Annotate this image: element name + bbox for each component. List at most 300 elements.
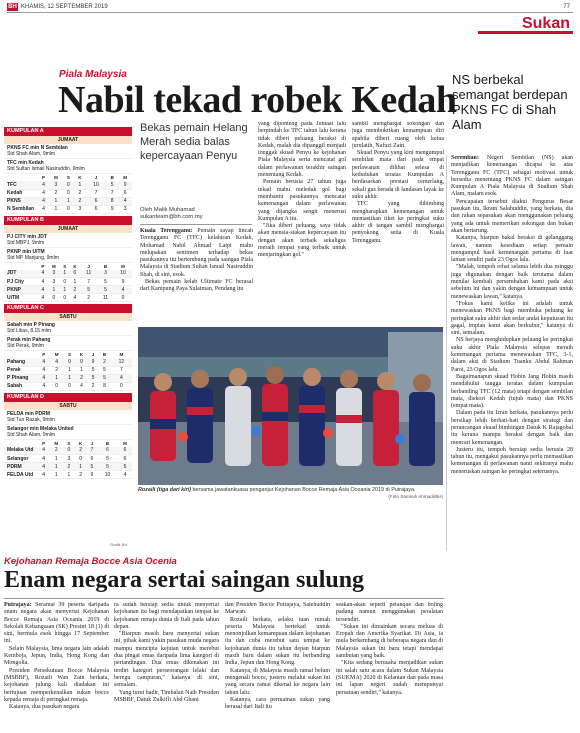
stat-cell: 1 bbox=[60, 286, 70, 294]
table-row bbox=[4, 366, 132, 374]
fixture-day: JUMAAT bbox=[4, 136, 132, 144]
column-header: S bbox=[66, 175, 70, 180]
column-header: M bbox=[123, 175, 127, 180]
bottom-column-4 bbox=[336, 602, 443, 730]
team-name: Perak bbox=[4, 366, 38, 374]
fixture-venue: Std MP Manjung, 9mlm bbox=[7, 254, 59, 261]
team-name: PKNS bbox=[4, 197, 38, 205]
column-header: J bbox=[91, 352, 95, 357]
stat-cell: 2 bbox=[80, 294, 97, 302]
stat-cell: 4 bbox=[38, 181, 49, 189]
stat-cell: 0 bbox=[70, 270, 81, 278]
fixture-venue: Std MBPJ, 9mlm bbox=[7, 239, 45, 246]
stat-cell: 0 bbox=[63, 181, 74, 189]
byline-rule bbox=[140, 224, 252, 225]
paragraph-text: Presiden Persekutuan Bocce Malaysia (MSBBF), Rozaili Wan Zain berkata, kejohanan julung kali diadakan ini bertujuan memperkenalkan sukan bocce kepada remaja di peringkat remaja. bbox=[4, 667, 109, 703]
stat-cell: 0 bbox=[111, 382, 132, 390]
paragraph-text: dan Presiden Bocce Putrajaya, Salehuddin Marwan. bbox=[225, 602, 330, 616]
group-table bbox=[4, 351, 132, 391]
paragraph bbox=[225, 617, 330, 668]
column-header: K bbox=[79, 440, 83, 446]
column-header: M bbox=[119, 352, 124, 357]
paragraph bbox=[4, 646, 109, 668]
fixture-match: TFC min Kedah bbox=[7, 160, 44, 166]
group-table bbox=[4, 174, 132, 214]
stat-cell: 1 bbox=[49, 463, 63, 471]
stat-cell: 0 bbox=[75, 455, 87, 463]
stat-cell: 4 bbox=[38, 447, 49, 455]
stat-cell: 6 bbox=[118, 447, 132, 455]
fixture-venue: Std Tun Razak, 9mlm bbox=[7, 416, 55, 423]
main-deck: Bekas pemain Helang Merah sedia balas kepercayaan Penyu bbox=[140, 122, 248, 162]
stat-cell: 3 bbox=[49, 181, 63, 189]
table-row bbox=[4, 463, 132, 471]
column-header-team bbox=[4, 351, 38, 358]
byline bbox=[140, 207, 255, 221]
stat-cell: 10 bbox=[114, 270, 132, 278]
group-title: KUMPULAN D bbox=[4, 393, 132, 402]
stat-cell: 4 bbox=[38, 366, 50, 374]
stat-cell: 4 bbox=[38, 278, 48, 286]
paragraph bbox=[451, 447, 573, 476]
dateline-lead: Kuala Terengganu: bbox=[140, 228, 193, 234]
paragraph-text: "Biarpun masih baru menyertai sukan ini, pihak kami yakin pasukan muda negara mampu mencipta kejutan untuk merebut dua pingat emas daripada lima kategori di pertandingan. Dua emas dikenakan ini terdiri kategori perseorangan lelaki dan beregu campuran," katanya di sini, semalam. bbox=[114, 631, 219, 689]
standings-group bbox=[4, 393, 132, 480]
stat-cell: 6 bbox=[118, 455, 132, 463]
paragraph-text: "Malah, tempoh rehat selama lebih dua minggu juga digunakan dengan baik terutama dalam menilai kembali persembahan kami pada aksi sebelum ini dan yakin dengan kemampuan untuk menewaskan lawan," katanya. bbox=[451, 264, 573, 300]
fixture-match: PJ CITY min JDT bbox=[7, 233, 47, 240]
stat-cell: 5 bbox=[106, 181, 118, 189]
stat-cell: 9 bbox=[118, 181, 132, 189]
fixture-venue: Std Sultan Ismail Nasiruddin, 9mlm bbox=[7, 166, 85, 172]
table-row bbox=[4, 189, 132, 197]
table-row bbox=[4, 270, 132, 278]
stat-cell: 5 bbox=[97, 463, 118, 471]
stat-cell: 12 bbox=[111, 358, 132, 366]
table-row bbox=[4, 278, 132, 286]
column-header: J bbox=[87, 263, 90, 269]
stat-cell: 4 bbox=[50, 358, 64, 366]
stat-cell: 4 bbox=[38, 197, 49, 205]
stat-cell: 1 bbox=[64, 366, 76, 374]
paragraph-text: "Jika diberi peluang, saya tidak akan mensia-siakan kepercayaan itu dengan akan terbaik sekaligus meraih tempat yang terbaik untuk menjaringkan gol." bbox=[258, 223, 346, 259]
paragraph bbox=[451, 410, 573, 446]
page-header bbox=[0, 0, 580, 13]
stat-cell: 2 bbox=[98, 358, 110, 366]
column-header: K bbox=[78, 175, 82, 180]
stat-cell: 0 bbox=[60, 278, 70, 286]
paragraph bbox=[352, 201, 444, 245]
paragraph-text: Katanya, cara permainan sukan yang berasal dari Itali itu bbox=[225, 696, 330, 711]
column-header-team bbox=[4, 440, 38, 447]
stat-cell: 0 bbox=[63, 189, 74, 197]
stat-cell: 0 bbox=[64, 358, 76, 366]
paragraph-text: ra sudah bersiap sedia untuk menyertai kejohanan itu bagi mendapatkan tempat ke kejohanan remaja dunia di Itali pada tahun depan. bbox=[114, 602, 219, 630]
stat-cell: 1 bbox=[63, 197, 74, 205]
byline-email: sukanteam@bh.com.my bbox=[140, 214, 203, 220]
fixture-day: JUMAAT bbox=[4, 225, 132, 233]
stat-cell: 5 bbox=[87, 463, 97, 471]
fixture-match: FELDA min PDRM bbox=[7, 410, 50, 417]
column-divider bbox=[446, 155, 447, 551]
main-column-2 bbox=[258, 121, 346, 325]
caption-lead: Rozaili (tiga dari kiri) bbox=[138, 487, 192, 493]
fixture-match: Sabah min P Pinang bbox=[7, 322, 55, 328]
stat-cell: 3 bbox=[74, 205, 86, 213]
stat-cell: 4 bbox=[38, 270, 48, 278]
stat-cell: 1 bbox=[60, 270, 70, 278]
paragraph-text: "Kita sedang berusaha menjadikan sukan ini salah satu acara dalam Sukan Malaysia (SUKMA) 2020 di Kelantan dan pada masa ini lapan negeri sudah mempunyai persatuan sendiri," katanya. bbox=[336, 660, 443, 696]
stat-cell: 10 bbox=[86, 181, 106, 189]
stat-cell: 7 bbox=[106, 189, 118, 197]
stat-cell: 9 bbox=[88, 358, 99, 366]
group-table bbox=[4, 440, 132, 480]
paragraph bbox=[336, 660, 443, 696]
stat-cell: 3 bbox=[48, 270, 60, 278]
column-header: P bbox=[42, 440, 46, 446]
stat-cell: 4 bbox=[38, 294, 48, 302]
team-name: JDT bbox=[4, 270, 38, 278]
issue-date: KHAMIS, 12 SEPTEMBER 2019 bbox=[21, 4, 108, 10]
stat-cell: 5 bbox=[88, 366, 99, 374]
fixture bbox=[4, 144, 132, 159]
stat-cell: 2 bbox=[49, 189, 63, 197]
team-name: PKNP bbox=[4, 286, 38, 294]
stat-cell: 4 bbox=[118, 197, 132, 205]
stat-cell: 8 bbox=[106, 197, 118, 205]
bottom-kicker: Kejohanan Remaja Bocce Asia Ocenia bbox=[4, 556, 177, 567]
paragraph bbox=[451, 235, 573, 264]
standings-group bbox=[4, 304, 132, 391]
column-header: J bbox=[90, 440, 94, 446]
paragraph-text: TFC yang dibimbing mengharapkan kemenangan untuk memastikan tiket ke peringkat suku akhir di tangan sambil menghargai penyokong setia di Kuala Terengganu. bbox=[352, 201, 444, 244]
graphic-credit: Grafik BH bbox=[110, 542, 128, 547]
stat-cell: 2 bbox=[74, 197, 86, 205]
stat-cell: 4 bbox=[38, 455, 49, 463]
stat-cell: 4 bbox=[38, 374, 50, 382]
stat-cell: 6 bbox=[97, 447, 118, 455]
fixture-day: SABTU bbox=[4, 402, 132, 410]
stat-cell: 4 bbox=[38, 189, 49, 197]
column-header: B bbox=[105, 440, 110, 446]
stat-cell: 8 bbox=[98, 382, 110, 390]
bottom-column-3 bbox=[225, 602, 330, 730]
photo-caption bbox=[138, 487, 443, 500]
paragraph-text: Seramai 39 peserta daripada enam negara akan menyertai Kejohanan Bocce Remaja Asia Oceania 2019 di Sekolah Kebangsaan (SK) Presint 18 (1) di sini, bermula esok hingga 17 September ini. bbox=[4, 602, 109, 645]
stat-cell: 7 bbox=[80, 278, 97, 286]
paragraph bbox=[4, 668, 109, 704]
fixture-match: Selangor min Melaka United bbox=[7, 425, 74, 432]
main-column-1 bbox=[140, 228, 253, 325]
caption-text: bersama jawatankuasa penganjur Kejohanan Bocce Remaja Asia Oceania 2019 di Putrajaya. bbox=[191, 487, 416, 493]
paragraph-text: Dalam pada itu Izran berkata, pasukannya perlu bersikap lebih berhati-hati dengan strategi dan perancangan skuad bimbingan Datuk K Rajagobal itu kerana mampu beraksi dengan baik dan mencari kemenangan. bbox=[451, 410, 573, 446]
bottom-rule bbox=[4, 598, 444, 599]
table-row bbox=[4, 455, 132, 463]
paragraph bbox=[258, 179, 346, 223]
table-row bbox=[4, 358, 132, 366]
fixture bbox=[4, 425, 132, 440]
column-header: S bbox=[63, 263, 67, 269]
stat-cell: 7 bbox=[86, 189, 106, 197]
stat-cell: 3 bbox=[97, 270, 114, 278]
side-story-body bbox=[451, 155, 573, 731]
stat-cell: 4 bbox=[38, 286, 48, 294]
stat-cell: 0 bbox=[75, 358, 87, 366]
stat-cell: 5 bbox=[97, 278, 114, 286]
column-header: P bbox=[42, 175, 46, 180]
stat-cell: 5 bbox=[98, 374, 110, 382]
side-story-headline: NS berbekal semangat berdepan PKNS FC di Shah Alam bbox=[452, 72, 568, 132]
stat-cell: 1 bbox=[70, 278, 81, 286]
table-row bbox=[4, 374, 132, 382]
table-row bbox=[4, 294, 132, 302]
stat-cell: 2 bbox=[75, 374, 87, 382]
paragraph bbox=[352, 121, 444, 150]
stat-cell: 0 bbox=[63, 205, 74, 213]
paragraph-text: "Fokus kami ketika ini adalah untuk menewaskan PKNS bagi membuka peluang ke peringkat suku akhir dan sedar andai keputusan itu gagal, impian kami akan berkubur," katanya di sini, semalam. bbox=[451, 300, 573, 337]
bottom-headline: Enam negara sertai saingan sulung bbox=[4, 567, 365, 593]
table-row bbox=[4, 197, 132, 205]
paragraph-text: Pencapaian tersebut diakui Pengurus Besar pasukan itu, Ikram Salahuddin, yang berkata, dia dan rakan sepasukan akan menggunakan peluang yang ada untuk memerikan sokongan dan bukan akan bertarung. bbox=[451, 198, 573, 234]
column-header: B bbox=[102, 352, 107, 357]
team-name: TFC bbox=[4, 181, 38, 189]
standings-table bbox=[4, 127, 132, 539]
column-header: M bbox=[121, 263, 125, 269]
stat-cell: 1 bbox=[63, 471, 74, 479]
standings-group bbox=[4, 127, 132, 214]
table-row bbox=[4, 382, 132, 390]
stat-cell: 2 bbox=[50, 366, 64, 374]
stat-cell: 1 bbox=[48, 286, 60, 294]
table-header-row bbox=[4, 174, 132, 181]
stat-cell: 0 bbox=[48, 294, 60, 302]
stat-cell: 4 bbox=[75, 382, 87, 390]
paragraph bbox=[225, 668, 330, 697]
stat-cell: 0 bbox=[63, 447, 74, 455]
group-table bbox=[4, 263, 132, 303]
stat-cell: 11 bbox=[97, 294, 114, 302]
column-header: P bbox=[41, 263, 45, 269]
team-name: Kedah bbox=[4, 189, 38, 197]
stat-cell: 0 bbox=[50, 382, 64, 390]
column-header: M bbox=[51, 263, 56, 269]
page-number: 77 bbox=[563, 4, 570, 10]
stat-cell: 2 bbox=[74, 189, 86, 197]
stat-cell: 9 bbox=[87, 471, 97, 479]
section-label bbox=[478, 14, 573, 34]
team-name: P Pinang bbox=[4, 374, 38, 382]
paragraph-text: Katanya, dua pasukan negara bbox=[9, 704, 80, 711]
column-header: B bbox=[110, 175, 114, 180]
stat-cell: 2 bbox=[75, 447, 87, 455]
paragraph bbox=[114, 602, 219, 631]
stat-cell: 7 bbox=[111, 366, 132, 374]
team-name: PDRM bbox=[4, 463, 38, 471]
team-name: Sabah bbox=[4, 382, 38, 390]
stat-cell: 4 bbox=[38, 471, 49, 479]
main-column-3 bbox=[352, 121, 444, 325]
column-header-team bbox=[4, 263, 38, 270]
stat-cell: 1 bbox=[50, 374, 64, 382]
column-header: K bbox=[79, 352, 84, 357]
paragraph-text: seakan-akan seperti petanque dan boling padang namun menggunakan peralatan tersendiri. bbox=[336, 602, 443, 623]
paragraph-text: Pemain berusia 27 tahun juga tekad mahu meledak gol bagi membantu pasukannya mencatat kemenangan dalam perlawanan yang dijangka sengit menerusi Kumpulan A itu. bbox=[258, 179, 346, 222]
stat-cell: 5 bbox=[97, 455, 118, 463]
stat-cell: 1 bbox=[49, 471, 63, 479]
paragraph-text: Rozaili berkata, selaku tuan rumah peserta Malaysia bertekad untuk menonjolkan kemampuan dalam kejohanan itu dan cuba merebut satu tempat ke kejohanan dunia itu tahun depan biarpun masih baru dalam sukan itu berbanding India, Jepun dan Hong Kong. bbox=[225, 616, 330, 667]
fixture bbox=[4, 321, 132, 336]
team-name: UiTM bbox=[4, 294, 38, 302]
stat-cell: 4 bbox=[38, 463, 49, 471]
column-header: S bbox=[67, 440, 71, 446]
paragraph bbox=[258, 223, 346, 259]
paragraph bbox=[336, 624, 443, 660]
paragraph bbox=[140, 228, 253, 279]
stat-cell: 4 bbox=[70, 294, 81, 302]
stat-cell: 3 bbox=[48, 278, 60, 286]
paragraph bbox=[451, 374, 573, 410]
fixture-match: PKNS FC min N Sembilan bbox=[7, 145, 68, 151]
stat-cell: 5 bbox=[88, 374, 99, 382]
team-name: N Sembilan bbox=[4, 205, 38, 213]
column-header: M bbox=[54, 352, 59, 357]
fixture-venue: Std Perak, 9mlm bbox=[7, 343, 44, 349]
team-name: Selangor bbox=[4, 455, 38, 463]
column-header: P bbox=[42, 352, 46, 357]
stat-cell: 1 bbox=[75, 366, 87, 374]
header-rule bbox=[7, 12, 573, 13]
column-header: K bbox=[73, 263, 77, 269]
fixture-match: PKNP min UiTM bbox=[7, 248, 45, 255]
dateline-lead: Putrajaya: bbox=[4, 602, 32, 608]
paragraph-text: Yang turut hadir, Timbalan Naib Presiden MSBBF, Datuk Zulkifli Abd Ghani bbox=[114, 689, 219, 703]
stat-cell: 0 bbox=[60, 294, 70, 302]
stat-cell: 10 bbox=[97, 471, 118, 479]
paragraph bbox=[225, 697, 330, 712]
fixture bbox=[4, 159, 132, 174]
column-header-team bbox=[4, 174, 38, 181]
column-header: S bbox=[68, 352, 72, 357]
paragraph bbox=[451, 337, 573, 373]
stat-cell: 5 bbox=[80, 286, 97, 294]
byline-name: Oleh Malik Muhamad bbox=[140, 207, 195, 213]
team-name: FELDA Utd bbox=[4, 471, 38, 479]
stat-cell: 9 bbox=[106, 205, 118, 213]
team-name: Pahang bbox=[4, 358, 38, 366]
stat-cell: 1 bbox=[49, 455, 63, 463]
paragraph-text: Negeri Sembilan (NS) akan menjadikan kemenangan dicapai ke atas Terengganu FC (TFC) sebagai motivasi untuk bersedia menentang PKNS FC dalam saingan Kumpulan A Piala Malaysia di Stadium Shah Alam, malam esok. bbox=[451, 155, 573, 198]
section-name: Sukan bbox=[521, 15, 570, 32]
group-title: KUMPULAN B bbox=[4, 216, 132, 225]
paragraph-text: "Sukan ini dimainkan secara meluas di Eropah dan Amerika Syarikat. Di Asia, ia mula berkembang di beberapa negara dan di Malaysia sukan ini baru tetapi mendapat sambutan yang baik. bbox=[336, 623, 443, 660]
stat-cell: 6 bbox=[87, 455, 97, 463]
paragraph bbox=[451, 301, 573, 337]
paragraph bbox=[258, 121, 346, 179]
stat-cell: 1 bbox=[75, 463, 87, 471]
table-header-row bbox=[4, 440, 132, 447]
fixture-venue: Std Likas, 8.15 mlm bbox=[7, 328, 51, 334]
stat-cell: 1 bbox=[49, 197, 63, 205]
fixture-venue: Std Shah Alam, 9mlm bbox=[7, 431, 56, 438]
stat-cell: 3 bbox=[63, 455, 74, 463]
paragraph bbox=[451, 264, 573, 300]
stat-cell: 1 bbox=[64, 374, 76, 382]
table-row bbox=[4, 447, 132, 455]
stat-cell: 1 bbox=[74, 181, 86, 189]
main-headline: Nabil tekad robek Kedah bbox=[58, 79, 457, 121]
fixture bbox=[4, 336, 132, 351]
table-row bbox=[4, 205, 132, 213]
stat-cell: 0 bbox=[64, 382, 76, 390]
standings-group bbox=[4, 216, 132, 303]
stat-cell: 5 bbox=[97, 286, 114, 294]
fixture bbox=[4, 410, 132, 425]
paragraph-text: Bagaimanapun skuad Hobin Jang Hobin masih mendahului tangga teratas dalam kumpulan berbanding TFC (12 mata) tetapi dengan sembilan mata, diekori Kedah (tujuh mata) dan PKNS (empat mata). bbox=[451, 373, 573, 410]
paragraph bbox=[336, 602, 443, 624]
fixture bbox=[4, 233, 132, 248]
fixture-match: Perak min Pahang bbox=[7, 337, 51, 343]
table-header-row bbox=[4, 263, 132, 270]
publication-logo: BH bbox=[8, 4, 17, 10]
paragraph-text: Katanya, biarpun bakal beraksi di gelanggang lawan, namun kesediaan setiap pemain mengumpul hasil kemenangan pertama di luar laman sendiri pada 23 Ogos lalu. bbox=[451, 235, 573, 264]
main-kicker: Piala Malaysia bbox=[59, 69, 127, 80]
column-header: M bbox=[54, 175, 58, 180]
stat-cell: 7 bbox=[87, 447, 97, 455]
stat-cell: 6 bbox=[86, 197, 106, 205]
paragraph-text: NS berjaya menghidupkan peluang ke peringkat suku akhir Piala Malaysia selepas meraih kemenangan pertama menewaskan TFC, 3-1, dalam aksi di Stadium Tuanku Abdul Rahman Paroi, 23 Ogos lalu. bbox=[451, 337, 573, 373]
paragraph-text: Katanya, di Malaysia masih ramai belum mengenali bocce, justeru melalui sukan ini yang secara ramai dikenal ke negara lain tahun lalu. bbox=[225, 667, 330, 696]
column-header: J bbox=[94, 175, 98, 180]
photo-credit: (Foto Samsuh Ahmadi/BH) bbox=[388, 493, 443, 499]
stat-cell: 3 bbox=[118, 205, 132, 213]
table-row bbox=[4, 181, 132, 189]
stat-cell: 1 bbox=[49, 205, 63, 213]
stat-cell: 2 bbox=[88, 382, 99, 390]
paragraph-text: yang diponteng pada Jumaat lalu berpindah ke TFC tahun lalu kerana tidak diberi peluang beraksi di Kedah, malah dia dipanggil menjadi tonggak skuad Penyu ke kejohanan Piala Malaysia serta mencatat gol dalam perlawanan terakhir saingan menentang Kedah. bbox=[258, 121, 346, 179]
stat-cell: 5 bbox=[98, 366, 110, 374]
team-name: Melaka Utd bbox=[4, 447, 38, 455]
paragraph-text: Justeru itu, tempoh bersiap sedia berusia 28 tahun itu, mengakui pasukannya perlu memastikan kemenangan di perlawanan nanti sekiranya mahu meneruskan saingan ke peringkat seterusnya. bbox=[451, 446, 573, 475]
stat-cell: 2 bbox=[63, 463, 74, 471]
paragraph bbox=[451, 199, 573, 235]
fixture-venue: Std Shah Alam, 9mlm bbox=[7, 151, 56, 157]
stat-cell: 4 bbox=[118, 471, 132, 479]
stat-cell: 4 bbox=[38, 205, 49, 213]
fixture-day: SABTU bbox=[4, 313, 132, 321]
stat-cell: 0 bbox=[114, 294, 132, 302]
paragraph-text: Pemain sayap lincah Terengganu FC (TFC) kelahiran Kedah, Mohamad Nabil Ahmad Latpi mahu melupakan sentimen terhadap bekas pasukannya itu bertembung pada saingan Piala Malaysia di Stadium Sultan Ismail Nasiruddin Shah, di sini, esok. bbox=[140, 228, 253, 278]
fixture bbox=[4, 248, 132, 263]
team-name: PJ City bbox=[4, 278, 38, 286]
group-title: KUMPULAN C bbox=[4, 304, 132, 313]
paragraph-text: Selain Malaysia, lima negara lain adalah Kemboja, Jepun, India, Hong Kong dan Mongolia. bbox=[4, 645, 109, 667]
paragraph bbox=[225, 602, 330, 617]
stat-cell: 4 bbox=[38, 382, 50, 390]
stat-cell: 4 bbox=[111, 374, 132, 382]
bottom-column-2 bbox=[114, 602, 219, 730]
paragraph bbox=[451, 155, 573, 199]
stat-cell: 2 bbox=[75, 471, 87, 479]
paragraph bbox=[114, 631, 219, 689]
column-header: M bbox=[123, 440, 127, 446]
table-row bbox=[4, 471, 132, 479]
stat-cell: 6 bbox=[118, 189, 132, 197]
stat-cell: 4 bbox=[114, 286, 132, 294]
bottom-column-1 bbox=[4, 602, 109, 730]
stat-cell: 5 bbox=[118, 463, 132, 471]
paragraph bbox=[140, 279, 253, 294]
paragraph bbox=[4, 602, 109, 646]
